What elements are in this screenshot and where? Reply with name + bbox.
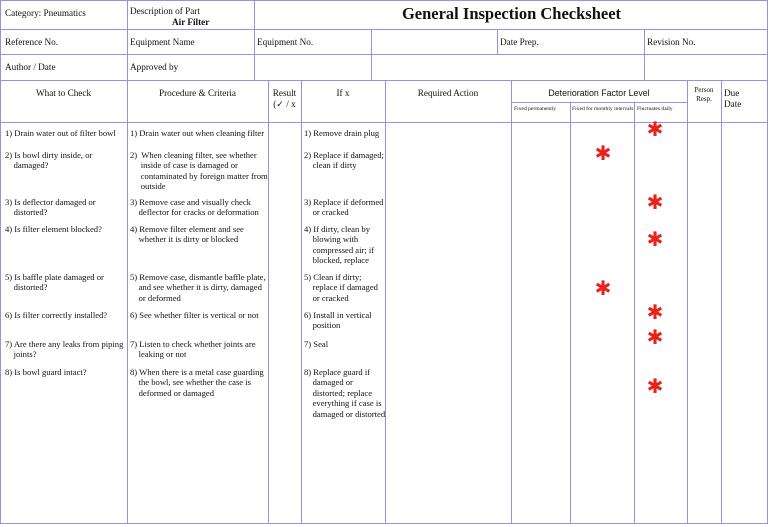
row-3-check: 3) Is deflector damaged or distorted? (5, 197, 96, 218)
row-6-procedure: 6) See whether filter is vertical or not (130, 310, 259, 320)
row-1-procedure: 1) Drain water out when cleaning filter (130, 128, 265, 138)
row-1-if-x: 1) Remove drain plug (304, 128, 380, 138)
rule (687, 80, 688, 524)
row-8-check: 8) Is bowl guard intact? (5, 367, 87, 377)
rule (127, 0, 128, 524)
col-fixed-monthly: Fixed for monthly intervals (572, 106, 634, 112)
rule (644, 29, 645, 80)
row-7-factor-star-icon: ✱ (646, 325, 664, 349)
row-2-if-x: 2) Replace if damaged; clean if dirty (304, 150, 384, 171)
row-6-check: 6) Is filter correctly installed? (5, 310, 108, 320)
row-4-if-x: 4) If dirty, clean by blowing with compressed air; if blocked, replace (304, 224, 375, 266)
rule (721, 80, 722, 524)
rule (0, 0, 1, 524)
row-5-procedure: 5) Remove case, dismantle baffle plate, and see whether it is dirty, damaged or deformed (130, 272, 266, 303)
rule (0, 523, 768, 524)
row-4-factor-star-icon: ✱ (646, 227, 664, 251)
col-person-resp-1: Person (694, 86, 714, 94)
equipment-name-label: Equipment Name (130, 37, 195, 47)
col-required-action: Required Action (417, 88, 479, 98)
row-3-if-x: 3) Replace if deformed or cracked (304, 197, 384, 218)
row-7-if-x: 7) Seal (304, 339, 329, 349)
row-7-check: 7) Are there any leaks from piping joints? (5, 339, 124, 360)
row-8-if-x: 8) Replace guard if damaged or distorted; replace everything if case is damaged or distorted (304, 367, 386, 419)
rule (301, 80, 302, 524)
rule (570, 102, 571, 524)
revision-no-label: Revision No. (647, 37, 696, 47)
col-what-to-check: What to Check (35, 88, 92, 98)
reference-no-label: Reference No. (5, 37, 59, 47)
row-1-check: 1) Drain water out of filter bowl (5, 128, 116, 138)
row-5-if-x: 5) Clean if dirty; replace if damaged or cracked (304, 272, 378, 303)
col-fixed-permanently: Fixed permanently (514, 106, 557, 112)
row-4-check: 4) Is filter element blocked? (5, 224, 102, 234)
col-if-x: If x (336, 88, 350, 98)
rule (634, 102, 635, 524)
row-5-check: 5) Is baffle plate damaged or distorted? (5, 272, 104, 293)
col-deterioration: Deterioration Factor Level (548, 88, 650, 98)
rule (0, 29, 768, 30)
row-3-factor-star-icon: ✱ (646, 190, 664, 214)
rule (0, 54, 768, 55)
approved-by-label: Approved by (130, 62, 179, 72)
col-procedure: Procedure & Criteria (158, 88, 237, 98)
row-2-check: 2) Is bowl dirty inside, or damaged? (5, 150, 93, 171)
row-2-procedure: 2) When cleaning filter, see whether inside of case is damaged or contaminated by foreign matter from outside (130, 150, 268, 192)
col-result-marks: (✓ / x (273, 99, 296, 109)
rule (497, 29, 498, 54)
col-due-date-2: Date (724, 99, 742, 109)
rule (385, 80, 386, 524)
rule (0, 80, 768, 81)
row-8-factor-star-icon: ✱ (646, 374, 664, 398)
col-due-date-1: Due (724, 88, 740, 98)
rule (511, 80, 512, 524)
rule (371, 29, 372, 80)
author-date-label: Author / Date (5, 62, 56, 72)
date-prep-label: Date Prep. (500, 37, 539, 47)
description-label: Description of Part (130, 6, 200, 16)
row-1-factor-star-icon: ✱ (646, 117, 664, 141)
col-person-resp-2: Resp. (696, 95, 712, 103)
row-2-factor-star-icon: ✱ (594, 141, 612, 165)
rule (254, 29, 255, 80)
row-6-if-x: 6) Install in vertical position (304, 310, 372, 331)
row-7-procedure: 7) Listen to check whether joints are leaking or not (130, 339, 256, 360)
description-value: Air Filter (172, 17, 210, 27)
col-fluctuates-daily: Fluctuates daily (637, 106, 673, 112)
page-title: General Inspection Checksheet (401, 4, 622, 23)
row-8-procedure: 8) When there is a metal case guarding the bowl, see whether the case is deformed or damaged (130, 367, 264, 398)
row-4-procedure: 4) Remove filter element and see whether it is dirty or blocked (130, 224, 244, 245)
category-label: Category: Pneumatics (5, 8, 86, 18)
rule (268, 80, 269, 524)
row-6-factor-star-icon: ✱ (646, 300, 664, 324)
col-result: Result (272, 88, 297, 98)
rule (511, 102, 687, 103)
equipment-no-label: Equipment No. (257, 37, 314, 47)
row-5-factor-star-icon: ✱ (594, 276, 612, 300)
rule (0, 0, 768, 1)
row-3-procedure: 3) Remove case and visually check deflector for cracks or deformation (130, 197, 259, 218)
